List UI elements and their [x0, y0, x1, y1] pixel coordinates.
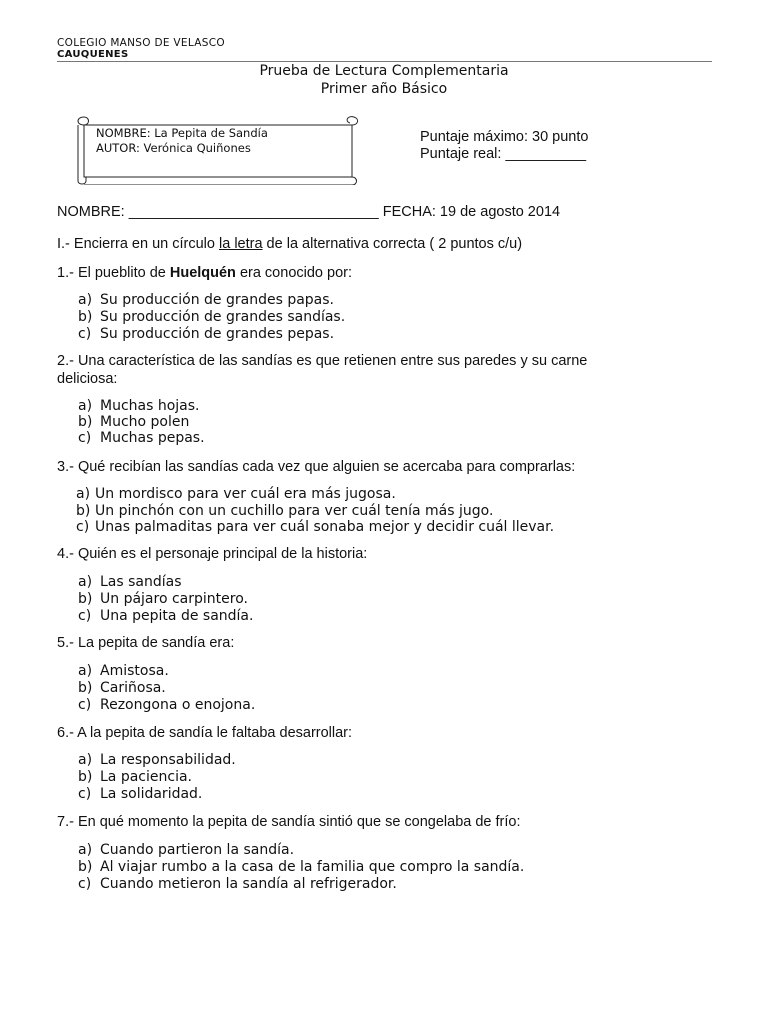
- header-divider: [57, 61, 712, 62]
- option-4b[interactable]: [78, 591, 248, 607]
- option-label: a): [78, 752, 93, 768]
- option-6c[interactable]: [78, 786, 202, 802]
- option-label: a): [78, 292, 93, 308]
- option-3a[interactable]: [76, 486, 396, 502]
- option-5b[interactable]: [78, 680, 166, 696]
- option-2b[interactable]: [78, 414, 189, 430]
- option-text: Cuando partieron la sandía.: [100, 842, 295, 858]
- book-author: AUTOR: Verónica Quiñones: [96, 141, 251, 155]
- option-label: a): [78, 574, 93, 590]
- question-1-text-after: era conocido por:: [235, 265, 352, 281]
- option-label: a): [78, 398, 93, 414]
- option-label: b): [78, 859, 93, 875]
- instruction: [57, 236, 522, 252]
- option-text: Su producción de grandes papas.: [100, 292, 335, 308]
- option-label: c): [78, 608, 92, 624]
- option-7a[interactable]: [78, 842, 294, 858]
- option-7c[interactable]: [78, 876, 397, 892]
- option-2a[interactable]: [78, 398, 200, 414]
- option-2c[interactable]: [78, 430, 205, 446]
- question-3: 3.- Qué recibían las sandías cada vez que alguien se acercaba para comprarlas:: [57, 459, 576, 475]
- option-label: a): [78, 663, 93, 679]
- option-label: b): [78, 680, 93, 696]
- option-text: La solidaridad.: [100, 786, 203, 802]
- question-1: [57, 265, 352, 281]
- option-label: c): [78, 786, 92, 802]
- book-info-scroll: [72, 115, 364, 185]
- option-label: c): [76, 519, 90, 535]
- option-text: Su producción de grandes sandías.: [100, 309, 346, 325]
- question-2-line1: 2.- Una característica de las sandías es que retienen entre sus paredes y su carne: [57, 353, 588, 369]
- option-text: Amistosa.: [100, 663, 169, 679]
- option-text: La paciencia.: [100, 769, 192, 785]
- option-label: a): [76, 486, 91, 502]
- school-name: COLEGIO MANSO DE VELASCO: [57, 37, 225, 49]
- real-score: Puntaje real: __________: [420, 146, 587, 162]
- option-7b[interactable]: [78, 859, 524, 875]
- grade-title: Primer año Básico: [320, 81, 448, 97]
- option-label: a): [78, 842, 93, 858]
- option-text: Su producción de grandes pepas.: [100, 326, 335, 342]
- max-score: Puntaje máximo: 30 punto: [420, 129, 589, 145]
- option-text: Un pinchón con un cuchillo para ver cuál tenía más jugo.: [95, 503, 494, 519]
- option-1a[interactable]: [78, 292, 334, 308]
- instruction-before: I.- Encierra en un círculo: [57, 236, 219, 252]
- option-label: b): [78, 309, 93, 325]
- student-name-field[interactable]: NOMBRE: _______________________________: [57, 204, 379, 220]
- option-text: Rezongona o enojona.: [100, 697, 256, 713]
- option-text: Cuando metieron la sandía al refrigerador.: [100, 876, 397, 892]
- question-4: 4.- Quién es el personaje principal de la historia:: [57, 546, 368, 562]
- school-city: CAUQUENES: [57, 49, 129, 60]
- option-text: La responsabilidad.: [100, 752, 236, 768]
- option-label: c): [78, 697, 92, 713]
- option-1c[interactable]: [78, 326, 334, 342]
- question-6: 6.- A la pepita de sandía le faltaba desarrollar:: [57, 725, 353, 741]
- option-text: Unas palmaditas para ver cuál sonaba mejor y decidir cuál llevar.: [95, 519, 555, 535]
- option-text: Cariñosa.: [100, 680, 166, 696]
- option-text: Una pepita de sandía.: [100, 608, 254, 624]
- option-label: b): [78, 414, 93, 430]
- option-6b[interactable]: [78, 769, 192, 785]
- option-text: Al viajar rumbo a la casa de la familia que compro la sandía.: [100, 859, 525, 875]
- question-1-place: Huelquén: [169, 265, 236, 281]
- question-1-text-before: 1.- El pueblito de: [57, 265, 170, 281]
- option-text: Un pájaro carpintero.: [100, 591, 248, 607]
- instruction-after: de la alternativa correcta ( 2 puntos c/u): [262, 236, 523, 252]
- option-5c[interactable]: [78, 697, 255, 713]
- book-title: NOMBRE: La Pepita de Sandía: [96, 126, 268, 140]
- option-label: b): [78, 591, 93, 607]
- option-4a[interactable]: [78, 574, 182, 590]
- option-label: c): [78, 326, 92, 342]
- instruction-underlined: la letra: [219, 236, 263, 252]
- option-5a[interactable]: [78, 663, 169, 679]
- test-title: Prueba de Lectura Complementaria: [259, 63, 509, 79]
- option-text: Mucho polen: [100, 414, 190, 430]
- option-3c[interactable]: [76, 519, 554, 535]
- option-text: Muchas hojas.: [100, 398, 200, 414]
- question-5: 5.- La pepita de sandía era:: [57, 635, 235, 651]
- question-7: 7.- En qué momento la pepita de sandía sintió que se congelaba de frío:: [57, 814, 521, 830]
- test-date: FECHA: 19 de agosto 2014: [382, 204, 561, 220]
- option-3b[interactable]: [76, 503, 493, 519]
- option-text: Muchas pepas.: [100, 430, 205, 446]
- option-label: b): [76, 503, 91, 519]
- option-6a[interactable]: [78, 752, 236, 768]
- student-line: [57, 204, 560, 220]
- option-text: Un mordisco para ver cuál era más jugosa.: [95, 486, 396, 502]
- option-4c[interactable]: [78, 608, 253, 624]
- option-label: c): [78, 876, 92, 892]
- option-label: b): [78, 769, 93, 785]
- question-2-line2: deliciosa:: [57, 371, 118, 387]
- option-label: c): [78, 430, 92, 446]
- option-1b[interactable]: [78, 309, 345, 325]
- option-text: Las sandías: [100, 574, 182, 590]
